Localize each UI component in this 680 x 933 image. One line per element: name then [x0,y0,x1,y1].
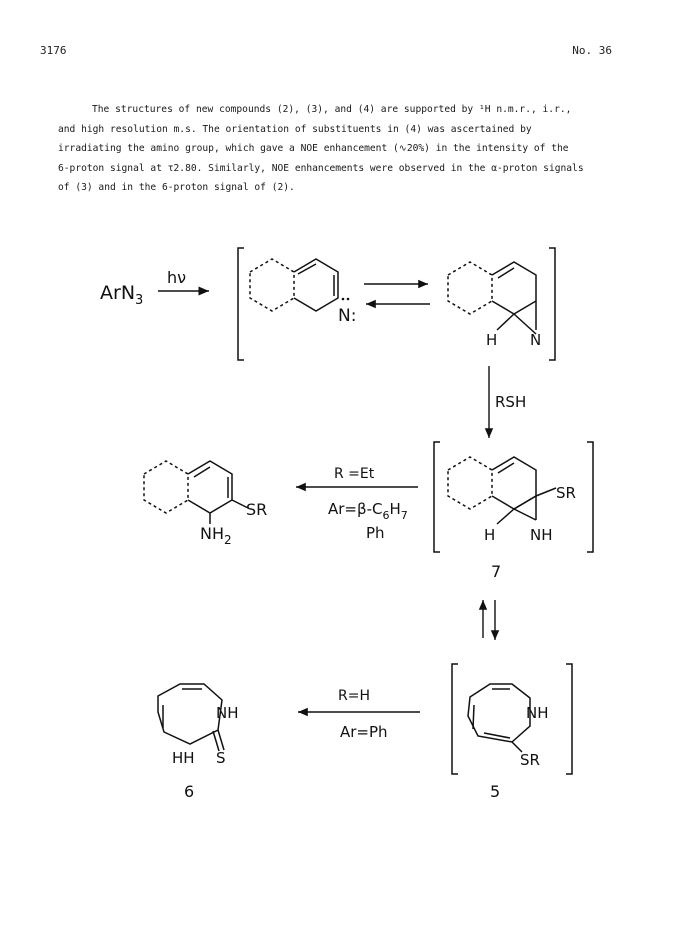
bracket-left-1 [238,248,244,360]
compound-7-sr: SR [556,484,576,502]
bracket-right-5 [566,664,572,774]
amino-naphthalene-structure [144,461,248,524]
paragraph-line-5: of (3) and in the 6-proton signal of (2). [58,182,295,193]
paragraph-line-1: The structures of new compounds (2), (3), and (4) are supported by ¹H n.m.r., i.r., [92,104,572,115]
compound-7-number: 7 [491,562,502,581]
nitrene-label: N: [338,306,357,326]
azirine-n: N [530,331,542,349]
page-number: 3176 [40,44,67,57]
compound-6-number: 6 [184,782,195,801]
compound-5-structure [468,684,530,752]
compound-5-number: 5 [490,782,501,801]
paragraph-line-4: 6-proton signal at τ2.80. Similarly, NOE enhancements were observed in the α-proton signals [58,162,584,174]
compound-6-s: S [216,749,226,767]
amine-sr: SR [246,500,268,519]
compound-5-sr: SR [520,751,540,769]
condition-ar-naphthyl: $Ar=\beta-C_6H_7$ [328,500,408,522]
hv-label: hν [167,268,187,287]
compound-7-nh: NH [530,526,553,544]
compound-6-hh: HH [172,749,195,767]
compound-5-nh: NH [526,704,549,722]
bracket-right-7 [587,442,593,552]
condition-ar-ph: Ar=Ph [340,723,388,741]
compound-7-structure [448,457,556,524]
issue-number: No. 36 [572,44,612,57]
bracket-left-7 [434,442,440,552]
bracket-left-5 [452,664,458,774]
compound-6-nh: NH [216,704,239,722]
compound-7-h: H [484,526,496,544]
paragraph-line-2: and high resolution m.s. The orientation of substituents in (4) was ascertained by [58,123,532,135]
aryl-azide-label: ArN$_3$ [100,282,144,308]
paragraph-line-3: irradiating the amino group, which gave a NOE enhancement (∿20%) in the intensity of the [58,143,569,154]
condition-r-et: R =Et [334,466,375,482]
rsh-label: RSH [495,393,527,411]
compound-6-structure [158,684,224,751]
bracket-right-1 [549,248,555,360]
condition-ph: Ph [366,524,385,542]
azirine-h: H [486,331,498,349]
benzazirine-structure [448,262,536,334]
amine-nh2: $NH_2$ [200,524,232,547]
condition-r-h: R=H [338,688,370,704]
naphthyl-nitrene-structure [250,259,338,311]
